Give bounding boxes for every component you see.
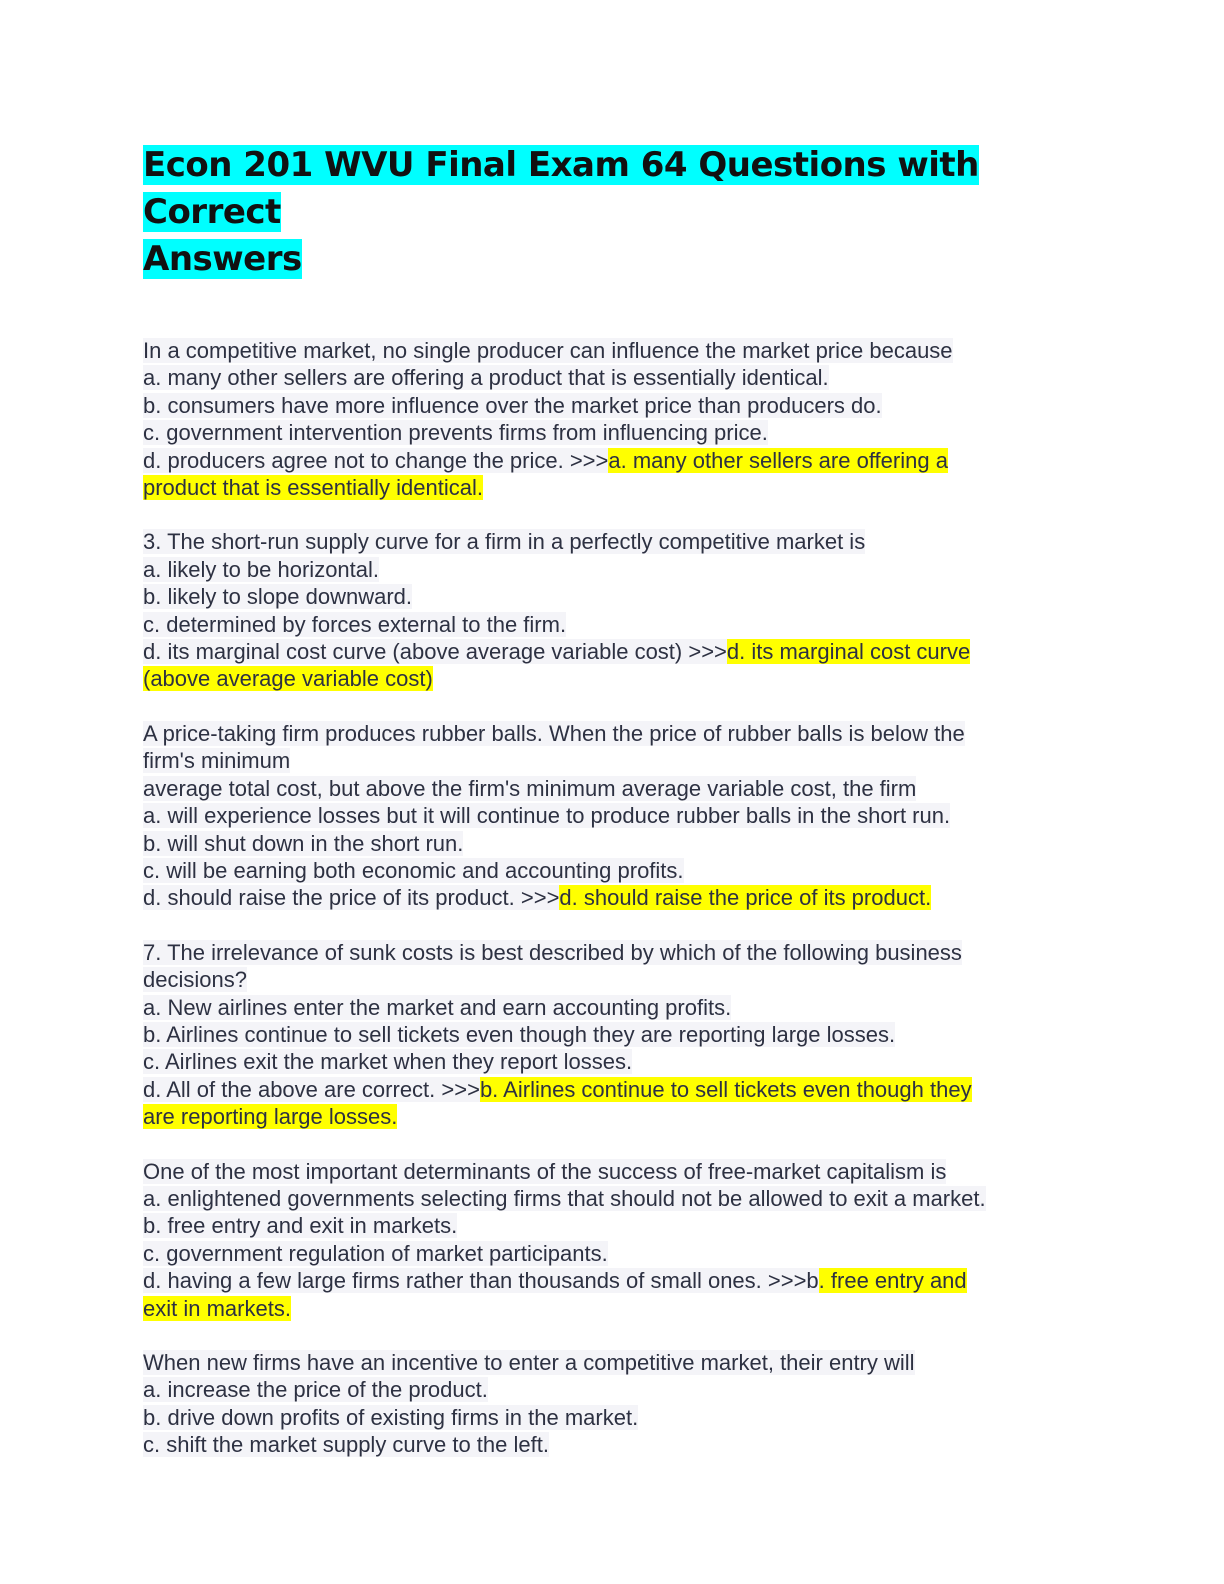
- question-block: [143, 939, 1073, 1131]
- option-c: c. determined by forces external to the firm.: [143, 611, 567, 637]
- option-d: d. should raise the price of its product. >>>d. should raise the price of its product.: [143, 885, 932, 911]
- question-stem: In a competitive market, no single producer can influence the market price because: [143, 338, 953, 363]
- correct-answer-highlight: . free entry and: [818, 1268, 967, 1294]
- correct-answer-highlight: a. many other sellers are offering a: [608, 447, 948, 473]
- option-a: a. likely to be horizontal.: [143, 556, 380, 582]
- option-a: a. New airlines enter the market and earn accounting profits.: [143, 994, 732, 1020]
- option-d: d. its marginal cost curve (above average variable cost) >>>d. its marginal cost curve: [143, 639, 971, 665]
- correct-answer-highlight: d. its marginal cost curve: [726, 639, 971, 665]
- question-stem: 7. The irrelevance of sunk costs is best described by which of the following business: [143, 939, 962, 965]
- question-stem: 3. The short-run supply curve for a firm in a perfectly competitive market is: [143, 529, 866, 555]
- option-c: c. Airlines exit the market when they report losses.: [143, 1049, 633, 1075]
- document-page: [143, 142, 1073, 1486]
- correct-answer-highlight: exit in markets.: [143, 1295, 291, 1321]
- question-block: [143, 528, 1073, 692]
- question-stem: A price-taking firm produces rubber balls. When the price of rubber balls is below the: [143, 720, 965, 746]
- question-stem-continued: average total cost, but above the firm's minimum average variable cost, the firm: [143, 775, 917, 801]
- question-block: [143, 720, 1073, 912]
- title-line-2: Answers: [143, 239, 302, 279]
- correct-answer-highlight: product that is essentially identical.: [143, 475, 483, 501]
- correct-answer-highlight: (above average variable cost): [143, 666, 433, 692]
- question-stem: When new firms have an incentive to enter a competitive market, their entry will: [143, 1350, 915, 1375]
- option-a: a. will experience losses but it will continue to produce rubber balls in the short run.: [143, 803, 951, 829]
- question-stem-continued: firm's minimum: [143, 748, 291, 774]
- question-block: [143, 1349, 1073, 1459]
- answer-continuation: [143, 1295, 1073, 1322]
- option-a: a. enlightened governments selecting firms that should not be allowed to exit a market.: [143, 1185, 986, 1211]
- question-block: [143, 337, 1073, 501]
- option-d: d. having a few large firms rather than thousands of small ones. >>>b. free entry and: [143, 1268, 967, 1294]
- answer-continuation: [143, 1103, 1073, 1130]
- document-title: [143, 142, 1073, 283]
- option-b: b. Airlines continue to sell tickets even though they are reporting large losses.: [143, 1021, 896, 1047]
- option-c: c. government intervention prevents firms from influencing price.: [143, 420, 768, 446]
- question-list: [143, 337, 1073, 1459]
- correct-answer-highlight: are reporting large losses.: [143, 1104, 398, 1130]
- option-d: d. producers agree not to change the price. >>>a. many other sellers are offering a: [143, 447, 948, 473]
- option-c: c. will be earning both economic and accounting profits.: [143, 857, 684, 883]
- question-stem-continued: decisions?: [143, 967, 247, 993]
- question-block: [143, 1158, 1073, 1322]
- option-b: b. drive down profits of existing firms in the market.: [143, 1404, 639, 1430]
- option-a: a. increase the price of the product.: [143, 1377, 488, 1403]
- correct-answer-highlight: b. Airlines continue to sell tickets even though they: [479, 1076, 972, 1102]
- option-c: c. government regulation of market participants.: [143, 1240, 608, 1266]
- answer-continuation: [143, 665, 1073, 692]
- option-c: c. shift the market supply curve to the left.: [143, 1432, 549, 1458]
- option-b: b. free entry and exit in markets.: [143, 1213, 458, 1239]
- correct-answer-highlight: d. should raise the price of its product.: [559, 885, 932, 911]
- option-b: b. will shut down in the short run.: [143, 830, 464, 856]
- question-stem: One of the most important determinants of the success of free-market capitalism is: [143, 1158, 947, 1184]
- option-a: a. many other sellers are offering a product that is essentially identical.: [143, 365, 829, 391]
- option-b: b. consumers have more influence over the market price than producers do.: [143, 392, 882, 418]
- title-line-1: Econ 201 WVU Final Exam 64 Questions with Correct: [143, 145, 979, 232]
- option-d: d. All of the above are correct. >>>b. Airlines continue to sell tickets even though they: [143, 1076, 972, 1102]
- option-b: b. likely to slope downward.: [143, 584, 413, 610]
- answer-continuation: [143, 474, 1073, 501]
